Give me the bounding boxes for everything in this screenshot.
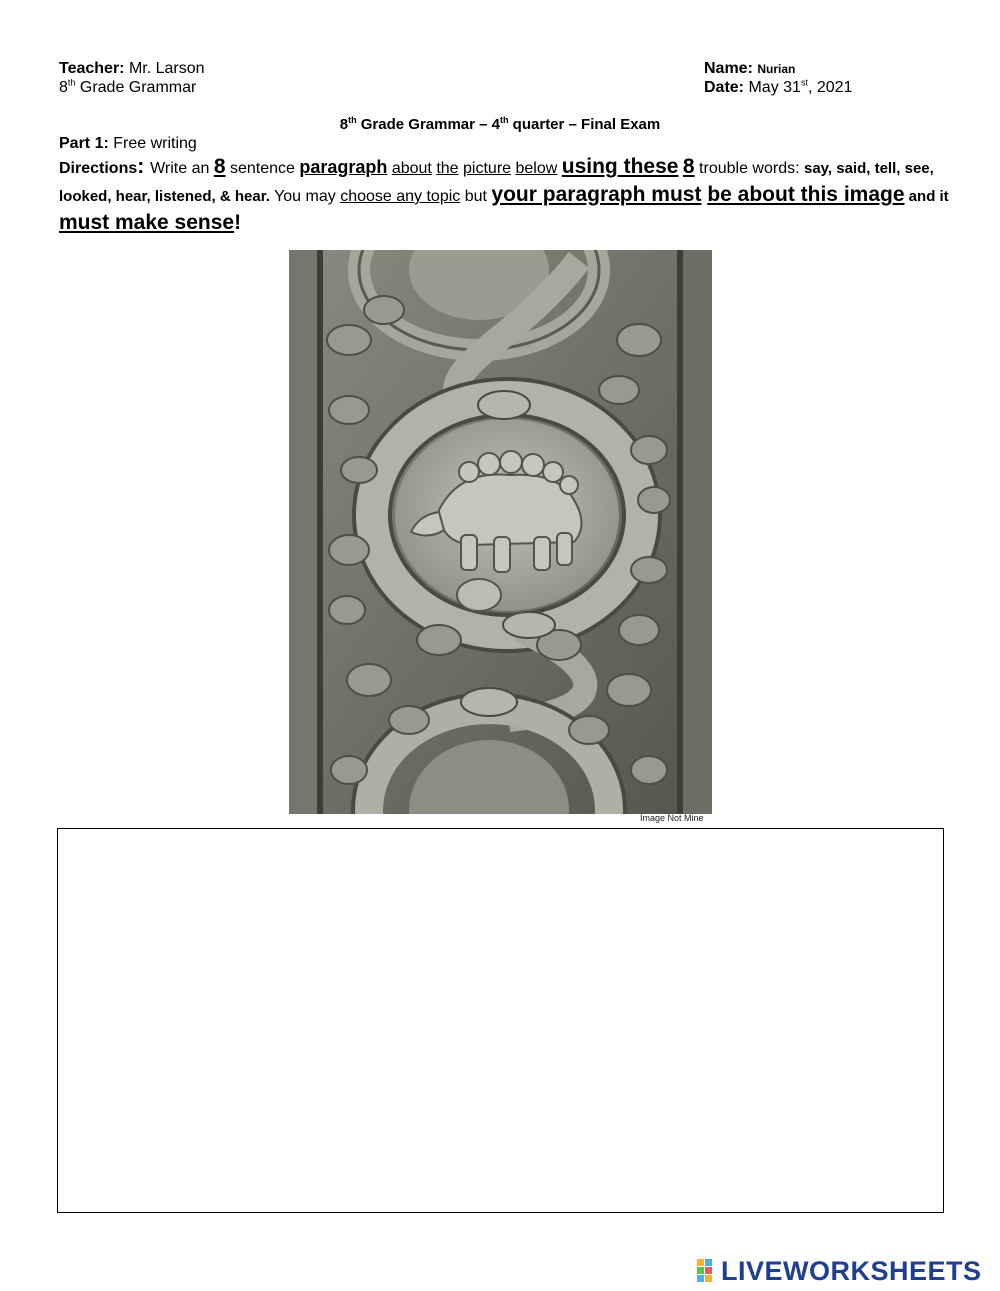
directions-emphasis: paragraph [299,157,388,177]
title-sup: th [348,115,357,125]
course-number: 8 [59,79,68,96]
part-line [59,134,197,153]
directions-text: Write an [150,160,214,177]
directions-emphasis: be about this image [707,183,905,206]
teacher-label: Teacher: [59,60,125,77]
course-sup: th [67,77,76,88]
directions-emphasis: must make sense [59,211,235,234]
directions-text: sentence [225,160,300,177]
exam-title [0,116,1000,133]
trouble-words: say, said, tell, see, looked, hear, listened, & hear. [59,160,934,205]
directions-exclaim: ! [234,211,242,234]
course-name: Grade Grammar [75,79,197,96]
name-label: Name: [704,60,753,77]
teacher-line [59,59,205,78]
date-year: , 2021 [807,79,853,96]
date-label: Date: [704,79,745,96]
liveworksheets-logo-text: LIVEWORKSHEETS [721,1255,982,1286]
directions [59,154,949,238]
answer-textbox[interactable] [57,828,944,1213]
directions-underlined: below [515,160,558,177]
title-part: Grade Grammar – 4 [356,116,501,133]
directions-emphasis: your paragraph must [491,183,702,206]
date-value: May 31 [744,79,801,96]
directions-text: trouble words: [694,160,804,177]
part-value: Free writing [108,135,197,152]
directions-label: Directions [59,160,138,177]
directions-text: You may [269,188,341,205]
directions-underlined: picture [463,160,512,177]
directions-text: but [460,188,492,205]
part-label: Part 1: [59,135,109,152]
teacher-value: Mr. Larson [124,60,205,77]
directions-colon: : [137,155,151,178]
name-value[interactable]: Nurian [757,62,796,76]
directions-underlined: about [391,160,432,177]
directions-underlined: choose any topic [340,188,461,205]
directions-underlined: the [436,160,459,177]
title-part: 8 [339,116,349,133]
directions-text: and it [904,188,949,205]
name-line [704,59,795,79]
date-sup: st [800,77,808,88]
title-sup: th [500,115,509,125]
date-line [704,78,852,97]
stone-carving-image [289,250,712,814]
course-line [59,78,196,97]
directions-number: 8 [213,155,226,178]
directions-emphasis: using these [561,155,679,178]
stone-carving-illustration [289,250,712,814]
directions-number: 8 [682,155,695,178]
liveworksheets-logo-icon [697,1259,721,1283]
title-part: quarter – Final Exam [508,116,661,133]
liveworksheets-logo [697,1256,982,1286]
image-credit: Image Not Mine [640,813,704,823]
